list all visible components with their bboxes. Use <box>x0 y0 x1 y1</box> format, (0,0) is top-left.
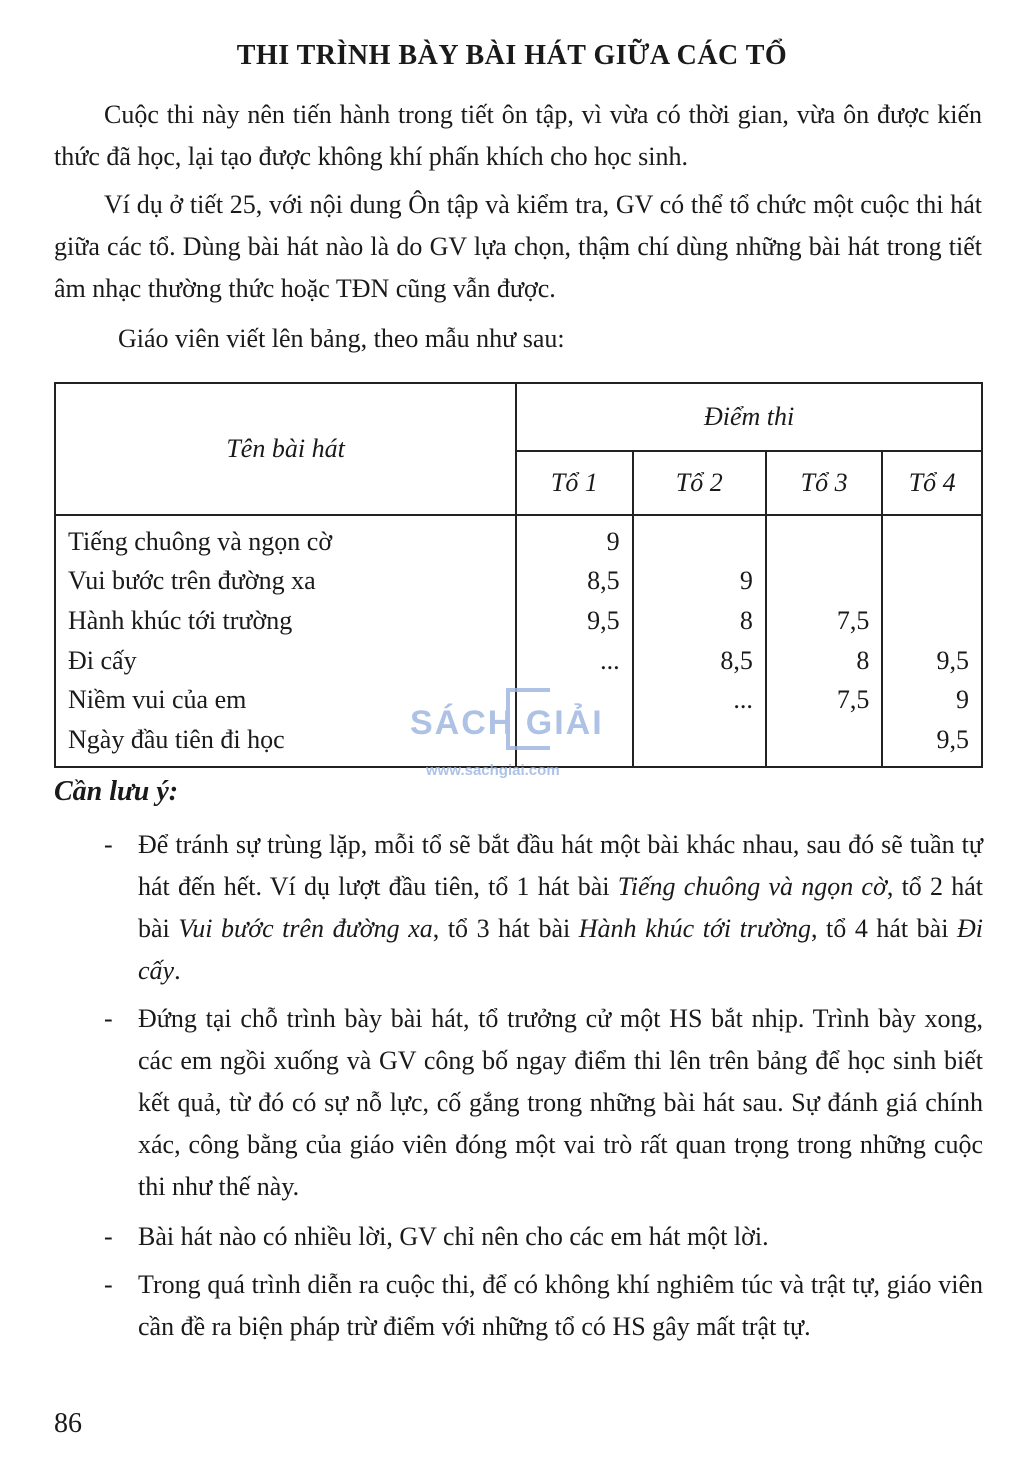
score-cell: 9,5 <box>882 720 982 767</box>
score-cell: 8,5 <box>516 562 632 602</box>
column-header-to-4: Tổ 4 <box>882 451 982 515</box>
score-cell: 7,5 <box>766 680 882 720</box>
watermark-text: SÁCH GIẢI <box>410 704 604 742</box>
score-cell: 7,5 <box>766 601 882 641</box>
song-title-italic: Tiếng chuông và ngọn cờ <box>617 872 887 901</box>
table-row <box>55 720 982 767</box>
score-cell: 9 <box>633 562 766 602</box>
score-cell <box>633 720 766 767</box>
song-title-italic: Vui bước trên đường xa <box>178 914 433 943</box>
column-header-to-1: Tổ 1 <box>516 451 632 515</box>
page-title: THI TRÌNH BÀY BÀI HÁT GIỮA CÁC TỔ <box>236 40 788 71</box>
table-row <box>55 562 982 602</box>
score-cell <box>516 720 632 767</box>
score-cell <box>633 515 766 562</box>
note-text: Đứng tại chỗ trình bày bài hát, tổ trưởng cử một HS bắt nhịp. Trình bày xong, các em ngồi xuống và GV công bố ngay điểm thi lên trên bảng để học sinh biết kết quả, từ đó có sự nỗ lực, cố gắng trong những bài hát sau. Sự đánh giá chính xác, công bằng của giáo viên đóng một vai trò rất quan trọng trong những cuộc thi như thế này. <box>138 1004 983 1201</box>
watermark-url: www.sachgiai.com <box>426 762 560 779</box>
score-cell <box>882 562 982 602</box>
intro-paragraph-1: Cuộc thi này nên tiến hành trong tiết ôn tập, vì vừa có thời gian, vừa ôn được kiến thức đã học, lại tạo được không khí phấn khích cho học sinh. <box>54 100 982 171</box>
score-cell <box>882 515 982 562</box>
note-text: Bài hát nào có nhiều lời, GV chỉ nên cho các em hát một lời. <box>138 1222 769 1251</box>
table-row <box>55 515 982 562</box>
note-text: Trong quá trình diễn ra cuộc thi, để có không khí nghiêm túc và trật tự, giáo viên cần đề ra biện pháp trừ điểm với những tổ có HS gây mất trật tự. <box>138 1270 983 1341</box>
bullet-dash: - <box>104 830 113 859</box>
table-row <box>55 641 982 681</box>
intro-paragraph-2: Ví dụ ở tiết 25, với nội dung Ôn tập và kiểm tra, GV có thể tổ chức một cuộc thi hát giữa các tổ. Dùng bài hát nào là do GV lựa chọn, thậm chí dùng những bài hát trong tiết âm nhạc thường thức hoặc TĐN cũng vẫn được. <box>54 190 982 303</box>
score-cell: 9,5 <box>516 601 632 641</box>
score-group-header: Điểm thi <box>516 383 982 451</box>
score-cell: 9 <box>882 680 982 720</box>
note-text-part: . <box>174 956 181 985</box>
score-cell: 9,5 <box>882 641 982 681</box>
score-cell <box>766 720 882 767</box>
bullet-dash: - <box>104 1222 113 1251</box>
song-name-cell: Đi cấy <box>55 641 516 681</box>
song-name-cell: Niềm vui của em <box>55 680 516 720</box>
intro-paragraph-3: Giáo viên viết lên bảng, theo mẫu như sau: <box>118 324 565 353</box>
column-header-to-3: Tổ 3 <box>766 451 882 515</box>
column-header-to-2: Tổ 2 <box>633 451 766 515</box>
table-row <box>55 680 982 720</box>
bullet-dash: - <box>104 1004 113 1033</box>
song-name-header: Tên bài hát <box>55 383 516 515</box>
note-text-part: , tổ 4 hát bài <box>811 914 957 943</box>
song-name-cell: Vui bước trên đường xa <box>55 562 516 602</box>
score-cell <box>766 515 882 562</box>
score-cell: 8 <box>633 601 766 641</box>
note-text-part: , tổ 2 hát bài <box>138 872 983 943</box>
note-text-part: Để tránh sự trùng lặp, mỗi tổ sẽ bắt đầu hát một bài khác nhau, sau đó sẽ tuần tự hát đến hết. Ví dụ lượt đầu tiên, tổ 1 hát bài <box>138 830 983 901</box>
score-cell: ... <box>633 680 766 720</box>
table-row <box>55 601 982 641</box>
score-cell <box>516 680 632 720</box>
song-title-italic: Hành khúc tới trường <box>578 914 811 943</box>
score-cell: ... <box>516 641 632 681</box>
song-name-cell: Tiếng chuông và ngọn cờ <box>55 515 516 562</box>
note-text <box>138 824 983 992</box>
score-cell: 8,5 <box>633 641 766 681</box>
score-cell <box>766 562 882 602</box>
song-name-cell: Ngày đầu tiên đi học <box>55 720 516 767</box>
score-cell: 9 <box>516 515 632 562</box>
page-number: 86 <box>54 1408 82 1439</box>
score-cell: 8 <box>766 641 882 681</box>
score-table <box>54 382 983 768</box>
score-cell <box>882 601 982 641</box>
song-name-cell: Hành khúc tới trường <box>55 601 516 641</box>
bullet-dash: - <box>104 1270 113 1299</box>
note-text-part: , tổ 3 hát bài <box>432 914 579 943</box>
notes-heading: Cần lưu ý: <box>54 776 179 807</box>
song-title-italic: Đi cấy <box>138 914 983 985</box>
